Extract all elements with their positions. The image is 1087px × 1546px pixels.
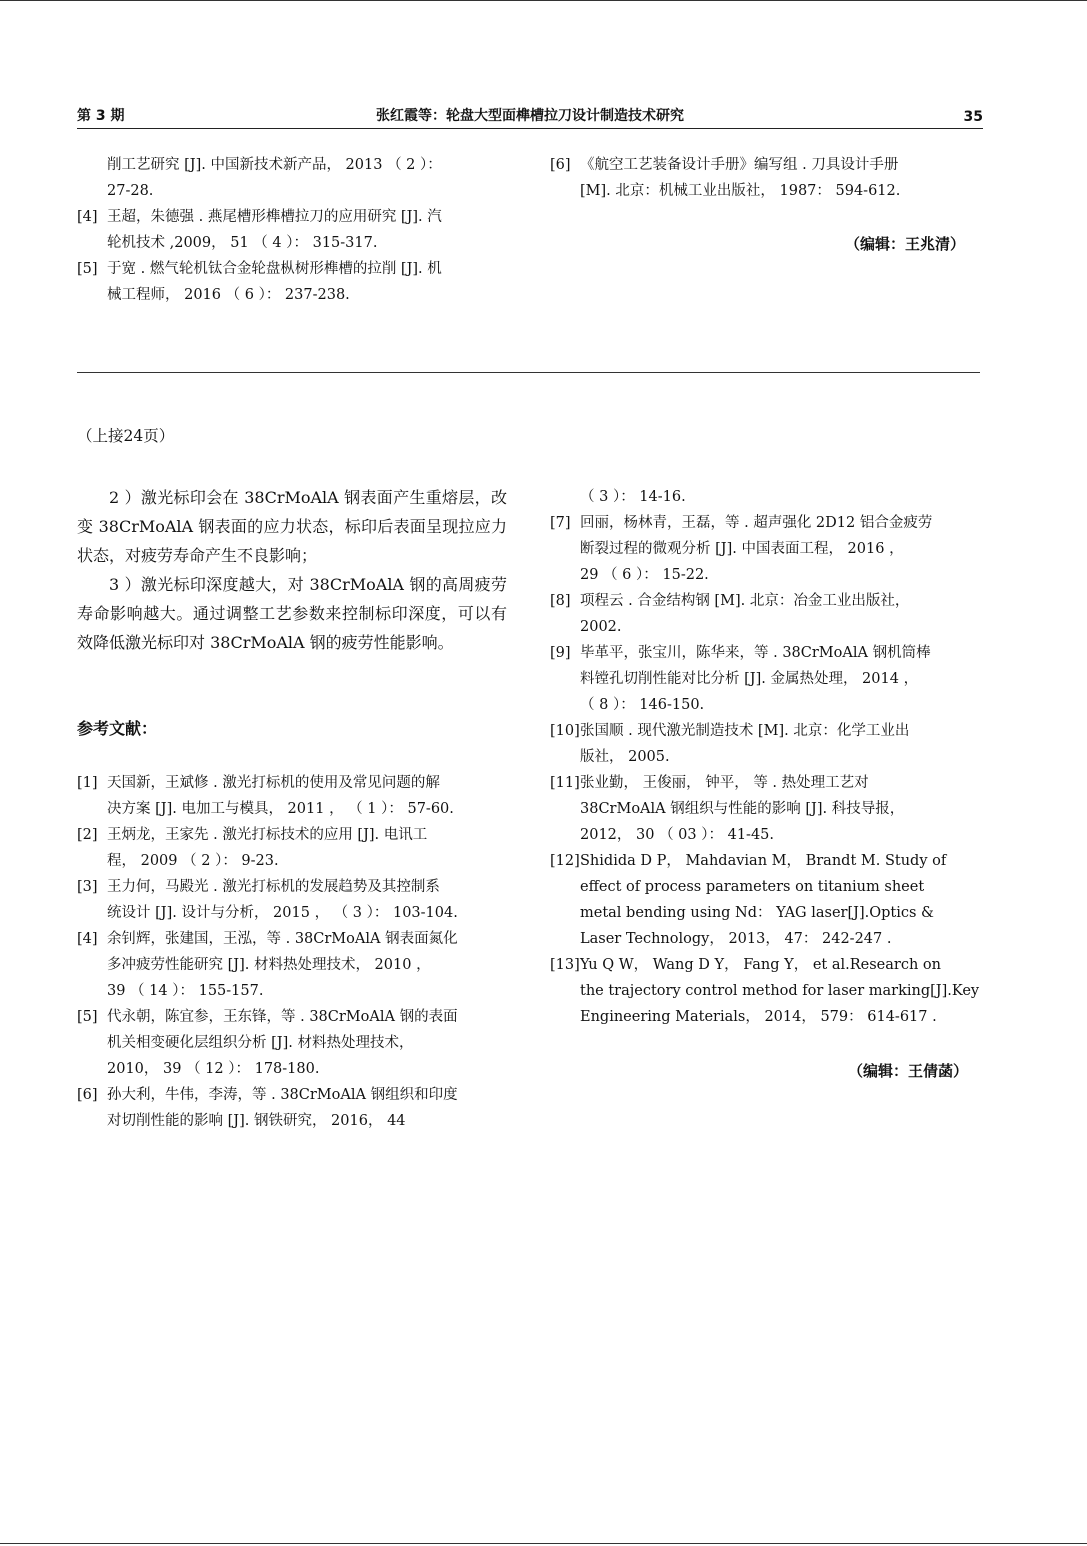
reference-line: 于宽 . 燃气轮机钛合金轮盘枞树形榫槽的拉削 [J]. 机 — [107, 261, 442, 277]
reference-number: [13] — [550, 957, 580, 973]
reference-item — [77, 256, 507, 308]
running-header — [77, 103, 983, 127]
reference-line: 2002. — [580, 619, 622, 635]
reference-number: [8] — [550, 593, 571, 609]
reference-line: [M]. 北京：机械工业出版社， 1987： 594-612. — [580, 183, 901, 199]
reference-item — [550, 848, 980, 952]
reference-line: Laser Technology， 2013， 47： 242-247 . — [580, 931, 892, 947]
reference-item — [550, 952, 980, 1030]
reference-line: 天国新，王斌修 . 激光打标机的使用及常见问题的解 — [107, 775, 440, 791]
reference-line: effect of process parameters on titanium sheet — [580, 879, 925, 895]
reference-line: 械工程师， 2016 （ 6 ）： 237-238. — [107, 287, 350, 303]
reference-line: 机关相变硬化层组织分析 [J]. 材料热处理技术， — [107, 1035, 414, 1051]
conclusion-text — [77, 483, 507, 657]
reference-number: [7] — [550, 515, 571, 531]
reference-item — [77, 1082, 507, 1134]
reference-line: Engineering Materials， 2014， 579： 614-617 . — [580, 1009, 937, 1025]
top-right-reference-list — [550, 152, 980, 204]
section-divider — [77, 372, 980, 373]
conclusion-paragraph: 2 ）激光标印会在 38CrMoAlA 钢表面产生重熔层，改变 38CrMoAlA 钢表面的应力状态，标印后表面呈现拉应力状态，对疲劳寿命产生不良影响； — [77, 488, 507, 565]
reference-item — [77, 1004, 507, 1082]
page-top-edge — [0, 0, 1087, 1]
running-title: 张红霞等：轮盘大型面榫槽拉刀设计制造技术研究 — [376, 108, 684, 124]
reference-line: 张国顺 . 现代激光制造技术 [M]. 北京：化学工业出 — [580, 723, 910, 739]
reference-line: metal bending using Nd： YAG laser[J].Optics & — [580, 905, 934, 921]
reference-line: 2012， 30 （ 03 ）： 41-45. — [580, 827, 775, 843]
reference-line: 39 （ 14 ）： 155-157. — [107, 983, 264, 999]
reference-number: [5] — [77, 261, 98, 277]
reference-line: （ 8 ）： 146-150. — [580, 697, 705, 713]
reference-number: [11] — [550, 775, 580, 791]
reference-number: [10] — [550, 723, 580, 739]
issue-number: 第 3 期 — [77, 108, 125, 124]
bottom-right-reference-list — [550, 484, 980, 1030]
reference-line: 回丽，杨林青，王磊，等 . 超声强化 2D12 铝合金疲劳 — [580, 515, 933, 531]
reference-line: 料镗孔切削性能对比分析 [J]. 金属热处理， 2014 ， — [580, 671, 919, 687]
reference-line: 多冲疲劳性能研究 [J]. 材料热处理技术， 2010 ， — [107, 957, 431, 973]
reference-item — [550, 152, 980, 204]
reference-number: [2] — [77, 827, 98, 843]
header-rule — [77, 128, 983, 129]
reference-line: 决方案 [J]. 电加工与模具， 2011 ， （ 1 ）： 57-60. — [107, 801, 454, 817]
bottom-left-reference-list — [77, 770, 507, 1134]
reference-line: the trajectory control method for laser marking[J].Key — [580, 983, 980, 999]
reference-line: 王炳龙，王家先 . 激光打标技术的应用 [J]. 电讯工 — [107, 827, 428, 843]
reference-line: 2010， 39 （ 12 ）： 178-180. — [107, 1061, 320, 1077]
reference-line: 29 （ 6 ）： 15-22. — [580, 567, 709, 583]
reference-line: 削工艺研究 [J]. 中国新技术新产品， 2013 （ 2 ）： — [107, 157, 442, 173]
reference-line: 余钊辉，张建国，王泓，等 . 38CrMoAlA 钢表面氮化 — [107, 931, 458, 947]
reference-number: [3] — [77, 879, 98, 895]
reference-item — [550, 484, 980, 510]
reference-item — [550, 510, 980, 588]
references-heading: 参考文献： — [77, 719, 158, 738]
reference-item — [77, 204, 507, 256]
reference-line: 程， 2009 （ 2 ）： 9-23. — [107, 853, 279, 869]
reference-line: 王力何，马殿光 . 激光打标机的发展趋势及其控制系 — [107, 879, 440, 895]
reference-line: 《航空工艺装备设计手册》编写组 . 刀具设计手册 — [580, 157, 899, 173]
page-number: 35 — [963, 109, 983, 125]
reference-line: 代永朝，陈宜参，王东锋，等 . 38CrMoAlA 钢的表面 — [107, 1009, 458, 1025]
reference-line: 孙大利，牛伟，李涛，等 . 38CrMoAlA 钢组织和印度 — [107, 1087, 458, 1103]
reference-number: [1] — [77, 775, 98, 791]
reference-line: 对切削性能的影响 [J]. 钢铁研究， 2016， 44 — [107, 1113, 406, 1129]
reference-number: [9] — [550, 645, 571, 661]
reference-line: 断裂过程的微观分析 [J]. 中国表面工程， 2016 ， — [580, 541, 904, 557]
conclusion-paragraph: 3 ）激光标印深度越大，对 38CrMoAlA 钢的高周疲劳寿命影响越大。通过调整工艺参数来控制标印深度，可以有效降低激光标印对 38CrMoAlA 钢的疲劳性能影响。 — [77, 575, 507, 652]
reference-line: 项程云 . 合金结构钢 [M]. 北京：冶金工业出版社， — [580, 593, 910, 609]
page-bottom-edge — [0, 1543, 1087, 1544]
reference-line: 38CrMoAlA 钢组织与性能的影响 [J]. 科技导报， — [580, 801, 905, 817]
reference-line: 王超，朱德强 . 燕尾槽形榫槽拉刀的应用研究 [J]. 汽 — [107, 209, 442, 225]
reference-line: 毕革平，张宝川，陈华来，等 . 38CrMoAlA 钢机筒棒 — [580, 645, 931, 661]
reference-line: 版社， 2005. — [580, 749, 670, 765]
reference-line: Yu Q W， Wang D Y， Fang Y， et al.Research on — [580, 957, 941, 973]
reference-item — [77, 770, 507, 822]
reference-line: 轮机技术 ,2009， 51 （ 4 ）： 315-317. — [107, 235, 378, 251]
reference-item — [77, 874, 507, 926]
editor-note-top: （编辑：王兆清） — [845, 235, 966, 253]
reference-number: [6] — [77, 1087, 98, 1103]
reference-item — [77, 822, 507, 874]
reference-item — [77, 926, 507, 1004]
reference-item — [550, 770, 980, 848]
top-left-reference-list — [77, 152, 507, 308]
reference-item — [550, 718, 980, 770]
reference-item — [550, 588, 980, 640]
continued-from-note: （上接24页） — [77, 427, 175, 445]
reference-line: （ 3 ）： 14-16. — [580, 489, 686, 505]
reference-item — [550, 640, 980, 718]
reference-item — [77, 152, 507, 204]
reference-number: [6] — [550, 157, 571, 173]
reference-line: 27-28. — [107, 183, 154, 199]
reference-number: [5] — [77, 1009, 98, 1025]
reference-number: [12] — [550, 853, 580, 869]
reference-number: [4] — [77, 931, 98, 947]
reference-line: Shidida D P， Mahdavian M， Brandt M. Study of — [580, 853, 947, 869]
reference-line: 张业勤， 王俊丽， 钟平， 等 . 热处理工艺对 — [580, 775, 869, 791]
reference-line: 统设计 [J]. 设计与分析， 2015 ， （ 3 ）： 103-104. — [107, 905, 458, 921]
editor-note-bottom: （编辑：王倩菡） — [848, 1062, 969, 1080]
reference-number: [4] — [77, 209, 98, 225]
